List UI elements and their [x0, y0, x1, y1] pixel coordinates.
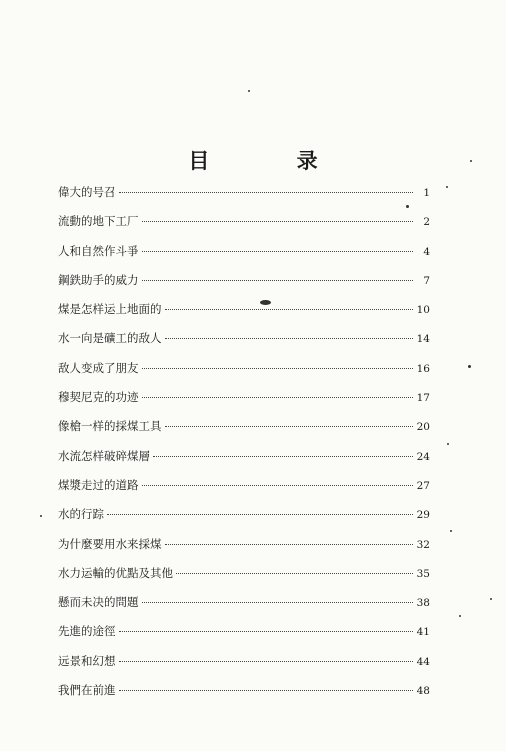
- dot-leader: [165, 544, 414, 545]
- scan-speck: [459, 615, 461, 617]
- toc-entry-page: 14: [416, 333, 430, 346]
- toc-entry-title: 穆契尼克的功迹: [58, 390, 139, 405]
- toc-entry-page: 35: [416, 567, 430, 580]
- toc-entry-title: 我們在前進: [58, 683, 116, 698]
- dot-leader: [142, 280, 414, 281]
- toc-entry-title: 敌人变成了朋友: [58, 360, 139, 375]
- toc-entry: [58, 653, 430, 682]
- scan-speck: [260, 300, 271, 305]
- toc-entry: [58, 272, 430, 301]
- scan-speck: [490, 598, 492, 600]
- toc-entry-page: 4: [423, 245, 430, 258]
- toc-entry-title: 鋼鉄助手的威力: [58, 272, 139, 287]
- toc-entry-page: 41: [416, 626, 430, 639]
- scan-speck: [450, 530, 452, 532]
- toc-entry: [58, 506, 430, 535]
- dot-leader: [119, 631, 414, 632]
- toc-entry-title: 水的行踪: [58, 507, 104, 522]
- toc-entry: [58, 389, 430, 418]
- toc-entry-title: 像槍一样的採煤工具: [58, 419, 162, 434]
- dot-leader: [176, 573, 413, 574]
- scan-speck: [447, 443, 449, 445]
- dot-leader: [142, 397, 414, 398]
- toc-entry: [58, 184, 430, 213]
- toc-entry-page: 1: [423, 187, 430, 199]
- toc-entry-title: 人和自然作斗爭: [58, 243, 139, 258]
- scan-speck: [248, 90, 250, 92]
- toc-entry-page: 7: [423, 274, 430, 287]
- toc-entry-page: 10: [416, 304, 430, 317]
- page-title: 目 录: [188, 148, 358, 173]
- scan-speck: [468, 365, 471, 368]
- scan-speck: [40, 515, 42, 517]
- toc-entry-page: 27: [416, 479, 430, 492]
- dot-leader: [165, 309, 414, 310]
- toc-entry-title: 水力运輸的优點及其他: [58, 565, 173, 580]
- dot-leader: [119, 661, 414, 662]
- toc-entry-page: 32: [416, 538, 430, 551]
- toc-entry-page: 48: [416, 685, 430, 698]
- dot-leader: [153, 456, 413, 457]
- scan-speck: [446, 186, 448, 188]
- toc-entry-title: 水一向是礦工的敌人: [58, 331, 162, 346]
- toc-entry: [58, 565, 430, 594]
- toc-entry-page: 20: [416, 421, 430, 434]
- dot-leader: [142, 602, 414, 603]
- table-of-contents: [58, 184, 430, 711]
- toc-entry: [58, 301, 430, 330]
- dot-leader: [119, 192, 414, 193]
- toc-entry-title: 流動的地下工厂: [58, 214, 139, 229]
- toc-entry-page: 24: [416, 450, 430, 463]
- dot-leader: [119, 690, 414, 691]
- toc-entry: [58, 243, 430, 272]
- dot-leader: [142, 368, 414, 369]
- toc-entry: [58, 448, 430, 477]
- toc-entry-title: 煤漿走过的道路: [58, 477, 139, 492]
- scan-speck: [406, 205, 409, 208]
- toc-entry-page: 17: [416, 392, 430, 405]
- toc-entry-title: 煤是怎样运上地面的: [58, 302, 162, 317]
- toc-entry-page: 38: [416, 597, 430, 610]
- toc-entry-title: 懸而未决的問題: [58, 595, 139, 610]
- toc-entry: [58, 682, 430, 711]
- toc-entry: [58, 536, 430, 565]
- toc-entry-title: 偉大的号召: [58, 185, 116, 199]
- toc-entry-page: 29: [416, 509, 430, 522]
- toc-entry-page: 44: [416, 655, 430, 668]
- toc-entry: [58, 213, 430, 242]
- dot-leader: [142, 485, 414, 486]
- toc-entry: [58, 477, 430, 506]
- dot-leader: [142, 221, 414, 222]
- toc-entry: [58, 594, 430, 623]
- toc-entry-page: 2: [423, 216, 430, 229]
- scan-speck: [470, 160, 472, 162]
- dot-leader: [165, 338, 414, 339]
- toc-entry: [58, 418, 430, 447]
- dot-leader: [142, 251, 414, 252]
- dot-leader: [165, 426, 414, 427]
- toc-entry: [58, 623, 430, 652]
- toc-entry: [58, 330, 430, 359]
- toc-entry-title: 远景和幻想: [58, 653, 116, 668]
- toc-entry-title: 为什麼要用水来採煤: [58, 536, 162, 551]
- toc-entry-title: 水流怎样破碎煤層: [58, 448, 150, 463]
- toc-entry-title: 先進的途徑: [58, 624, 116, 639]
- dot-leader: [107, 514, 413, 515]
- toc-entry: [58, 360, 430, 389]
- toc-entry-page: 16: [416, 362, 430, 375]
